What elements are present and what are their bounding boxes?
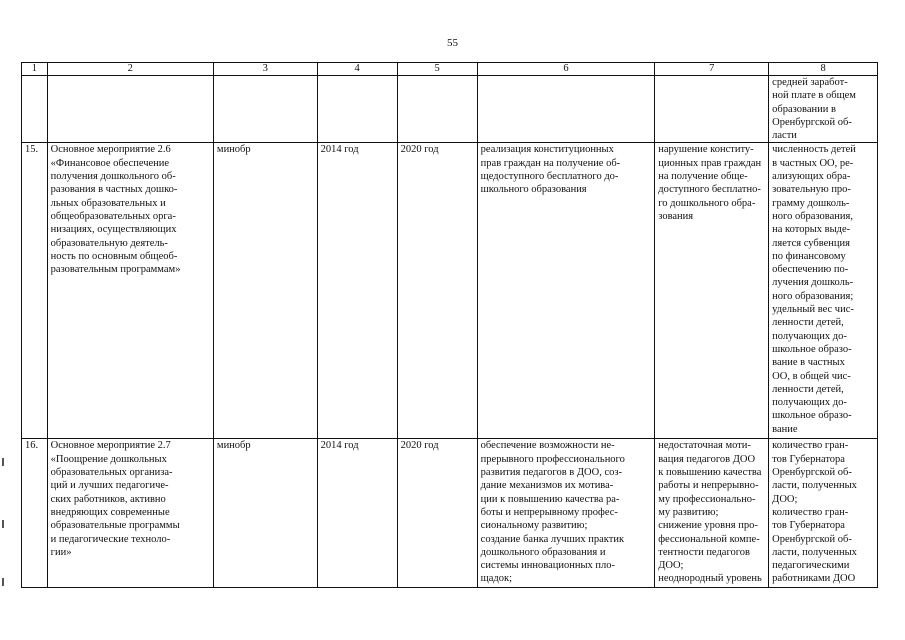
cell-line: ских работников, активно <box>50 493 166 505</box>
cell-line: ласти, полученных <box>772 546 857 558</box>
cell-line: неоднородный уровень <box>658 573 762 585</box>
cell-line: дание механизмов их мотива- <box>480 480 614 492</box>
cell-line: ализующих обра- <box>772 171 851 183</box>
cell-line: Основное мероприятие 2.6 <box>50 144 171 156</box>
cell-line: сиональному развитию; <box>480 520 588 532</box>
indicator-link-cell <box>769 439 878 588</box>
expected-result-cell <box>477 439 655 588</box>
cell-line: удельный вес чис- <box>772 304 854 316</box>
cell-line: к повышению качества <box>658 467 762 479</box>
cell-line: вание <box>772 423 798 435</box>
header-col-1: 1 <box>22 63 48 76</box>
cell-line: му профессионально- <box>658 493 756 505</box>
start-year-cell <box>317 76 397 143</box>
cell-line: гии» <box>50 546 72 558</box>
cell-line: Оренбургской об- <box>772 116 852 128</box>
cell-line: обеспечению по- <box>772 264 849 276</box>
header-row <box>22 63 878 76</box>
cell-line: образовательных организа- <box>50 467 173 479</box>
executor-cell: минобр <box>213 143 317 439</box>
header-col-4: 4 <box>317 63 397 76</box>
indicator-link-cell <box>769 143 878 439</box>
cell-line: школьного образования <box>480 184 587 196</box>
cell-line: прав граждан на получение об- <box>480 157 621 169</box>
cell-line: грамму дошколь- <box>772 197 850 209</box>
header-col-5: 5 <box>397 63 477 76</box>
cell-line: получающих до- <box>772 330 847 342</box>
cell-line: образовательные программы <box>50 520 180 532</box>
cell-line: обеспечение возможности не- <box>480 440 615 452</box>
cell-line: му развитию; <box>658 506 719 518</box>
cell-line: ций и лучших педагогиче- <box>50 480 169 492</box>
cell-line: получающих до- <box>772 397 847 409</box>
cell-line: фессиональной компе- <box>658 533 760 545</box>
cell-line: численность детей <box>772 144 856 156</box>
end-year-cell <box>397 76 477 143</box>
end-year-cell: 2020 год <box>397 439 477 588</box>
cell-line: разовательным программам» <box>50 264 181 276</box>
cell-line: зования <box>658 210 694 222</box>
cell-line: Основное мероприятие 2.7 <box>50 440 171 452</box>
cell-line: ОО, в общей чис- <box>772 370 851 382</box>
cell-line: разования в частных дошко- <box>50 184 178 196</box>
table-row <box>22 439 878 588</box>
cell-line: количество гран- <box>772 440 849 452</box>
cell-line: образовательную деятель- <box>50 237 168 249</box>
table-row <box>22 143 878 439</box>
start-year-cell: 2014 год <box>317 143 397 439</box>
cell-line: ласти, полученных <box>772 480 857 492</box>
cell-line: боты и непрерывному профес- <box>480 506 618 518</box>
row-number-cell: 16. <box>22 439 48 588</box>
cell-line: «Поощрение дошкольных <box>50 453 167 465</box>
cell-line: льных образовательных и <box>50 197 166 209</box>
cell-line: педагогическими <box>772 560 850 572</box>
cell-line: общеобразовательных орга- <box>50 210 176 222</box>
cell-line: тентности педагогов <box>658 546 751 558</box>
cell-line: работниками ДОО <box>772 573 856 585</box>
cell-line: ного образования; <box>772 290 854 302</box>
cell-line: вация педагогов ДОО <box>658 453 756 465</box>
cell-line: системы инновационных пло- <box>480 560 616 572</box>
cell-line: низациях, осуществляющих <box>50 224 177 236</box>
cell-line: тов Губернатора <box>772 520 845 532</box>
cell-line: ность по основным общеоб- <box>50 250 178 262</box>
cell-line: создание банка лучших практик <box>480 533 625 545</box>
cell-line: школьное образо- <box>772 410 852 422</box>
cell-line: прерывного профессионального <box>480 453 625 465</box>
row-number-cell: 15. <box>22 143 48 439</box>
cell-line: «Финансовое обеспечение <box>50 157 170 169</box>
cell-line: средней заработ- <box>772 77 848 88</box>
non-implementation-consequence-cell <box>655 143 769 439</box>
cell-line: нарушение конститу- <box>658 144 754 156</box>
cell-line: зовательную про- <box>772 184 851 196</box>
header-col-6: 6 <box>477 63 655 76</box>
expected-result-cell <box>477 143 655 439</box>
event-name-cell <box>47 76 213 143</box>
cell-line: школьное образо- <box>772 343 852 355</box>
table-row <box>22 76 878 143</box>
cell-line: го дошкольного обра- <box>658 197 756 209</box>
cell-line: ной плате в общем <box>772 90 856 102</box>
cell-line: недостаточная моти- <box>658 440 751 452</box>
non-implementation-consequence-cell <box>655 76 769 143</box>
cell-line: Оренбургской об- <box>772 533 852 545</box>
header-col-7: 7 <box>655 63 769 76</box>
cell-line: тов Губернатора <box>772 453 845 465</box>
cell-line: и педагогические техноло- <box>50 533 171 545</box>
cell-line: внедряющих современные <box>50 506 170 518</box>
non-implementation-consequence-cell <box>655 439 769 588</box>
page-number: 55 <box>447 37 458 49</box>
cell-line: ного образования, <box>772 210 853 222</box>
cell-line: Оренбургской об- <box>772 467 852 479</box>
cell-line: образовании в <box>772 103 836 115</box>
cell-line: развития педагогов в ДОО, соз- <box>480 467 623 479</box>
cell-line: щедоступного бесплатного до- <box>480 171 619 183</box>
scan-margin-mark <box>2 578 4 586</box>
event-name-cell <box>47 439 213 588</box>
cell-line: лучения дошколь- <box>772 277 854 289</box>
event-name-cell <box>47 143 213 439</box>
cell-line: снижение уровня про- <box>658 520 758 532</box>
program-events-table <box>21 62 878 588</box>
cell-line: в частных ОО, ре- <box>772 157 854 169</box>
indicator-link-cell <box>769 76 878 143</box>
cell-line: ДОО; <box>772 493 798 505</box>
cell-line: ленности детей, <box>772 383 844 395</box>
cell-line: количество гран- <box>772 506 849 518</box>
cell-line: ласти <box>772 130 797 142</box>
cell-line: получения дошкольного об- <box>50 171 176 183</box>
row-number-cell <box>22 76 48 143</box>
scan-margin-mark <box>2 520 4 528</box>
scan-margin-mark <box>2 458 4 466</box>
cell-line: ляется субвенция <box>772 237 850 249</box>
start-year-cell: 2014 год <box>317 439 397 588</box>
header-col-2: 2 <box>47 63 213 76</box>
cell-line: дошкольного образования и <box>480 546 606 558</box>
executor-cell: минобр <box>213 439 317 588</box>
expected-result-cell <box>477 76 655 143</box>
cell-line: работы и непрерывно- <box>658 480 759 492</box>
end-year-cell: 2020 год <box>397 143 477 439</box>
cell-line: щадок; <box>480 573 513 585</box>
executor-cell <box>213 76 317 143</box>
cell-line: на получение обще- <box>658 171 748 183</box>
cell-line: на которых выде- <box>772 224 851 236</box>
cell-line: ДОО; <box>658 560 684 572</box>
cell-line: доступного бесплатно- <box>658 184 761 196</box>
header-col-3: 3 <box>213 63 317 76</box>
cell-line: вание в частных <box>772 357 845 369</box>
header-col-8: 8 <box>769 63 878 76</box>
cell-line: ционных прав граждан <box>658 157 762 169</box>
cell-line: ции к повышению качества ра- <box>480 493 620 505</box>
cell-line: по финансовому <box>772 250 846 262</box>
cell-line: реализация конституционных <box>480 144 614 156</box>
cell-line: ленности детей, <box>772 317 844 329</box>
